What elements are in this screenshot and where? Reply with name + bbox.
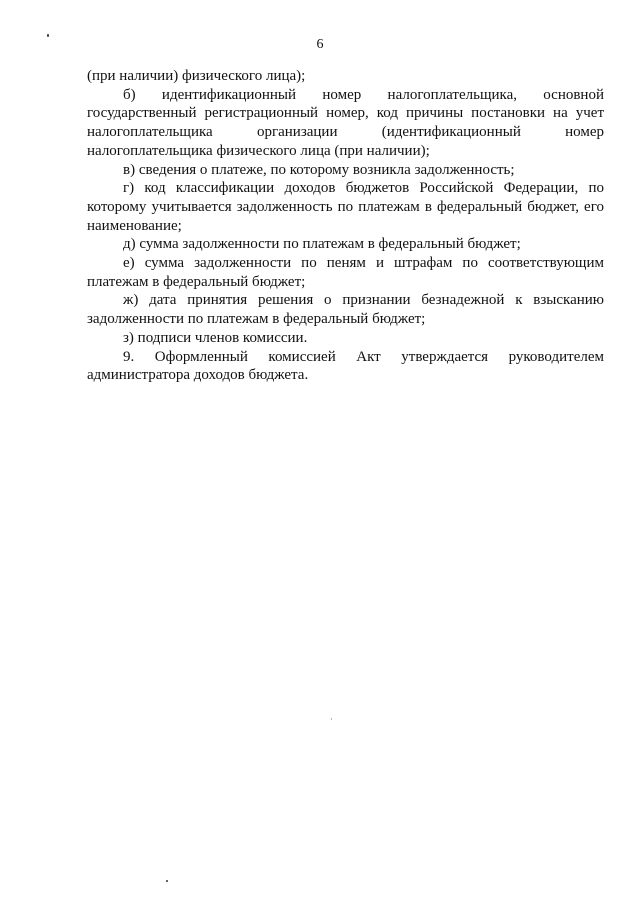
paragraph-item-e: е) сумма задолженности по пеням и штрафам по соответствующим платежам в федеральный бюджет;	[87, 255, 604, 290]
paragraph-section-9: 9. Оформленный комиссией Акт утверждается руководителем администратора доходов бюджета.	[87, 348, 604, 384]
document-body	[87, 67, 604, 385]
page-number: 6	[316, 37, 324, 52]
paragraph-item-b: б) идентификационный номер налогоплательщика, основной государственный регистрационный номер, код причины постановки на учет налогоплательщика организации (идентификационный номер налогоплательщика физического лица (при наличии);	[87, 86, 604, 159]
paragraph-item-z: з) подписи членов комиссии.	[123, 329, 308, 346]
scan-speck	[166, 880, 168, 882]
paragraph-item-v: в) сведения о платеже, по которому возникла задолженность;	[123, 161, 515, 178]
scan-speck	[331, 718, 332, 720]
paragraph-item-d: д) сумма задолженности по платежам в федеральный бюджет;	[123, 236, 521, 253]
paragraph-item-zh: ж) дата принятия решения о признании безнадежной к взысканию задолженности по платежам в федеральный бюджет;	[87, 292, 604, 328]
paragraph-item-g: г) код классификации доходов бюджетов Российской Федерации, по которому учитывается задолженность по платежам в федеральный бюджет, его наименование;	[87, 180, 604, 234]
paragraph-continuation: (при наличии) физического лица);	[87, 68, 306, 84]
